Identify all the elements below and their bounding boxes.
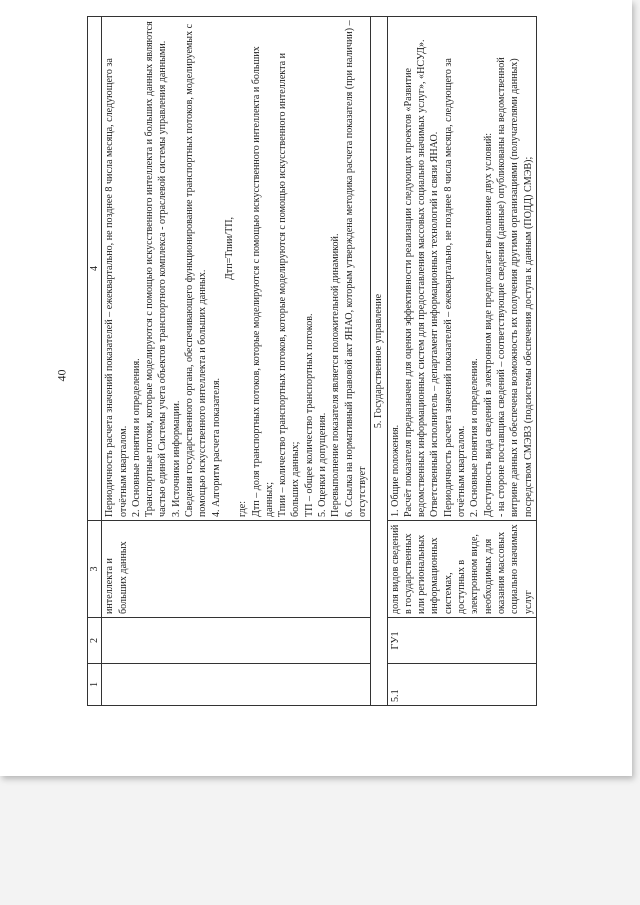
text-line: Транспортные потоки, которые моделируются с помощью искусственного интеллекта и больших данных являются частью единой Системы учета объектов транспортного комплекса - отраслевой системы управления данными. — [144, 21, 169, 517]
section-row — [371, 17, 387, 706]
page-number: 40 — [54, 369, 69, 382]
text-line: 3. Источники информации. — [170, 400, 182, 517]
text-line: Доступность вида сведений в электронном виде предполагает выполнение двух условий: — [482, 132, 494, 517]
text-line: Расчёт показателя предназначен для оценки эффективности реализации следующих проектов «Развитие ведомственных информационных систем для предоставления массовых социально значимых услуг», «НСУД». — [402, 39, 428, 517]
text-line: Периодичность расчета значений показателей – ежеквартально, не позднее 8 числа месяца, следующего за отчётным кварталом. — [442, 58, 468, 517]
text-line: где: — [237, 500, 249, 517]
header-col-2: 2 — [88, 618, 102, 664]
text-line: - на стороне поставщика сведений – соответствующие сведения (данные) опубликованы на ведомственной витрине данных и обеспечена возможность их получения другими организациями (получателями данных) посредством СМЭВ3 (подсистемы обеспечения доступа к данным (ПОДД) СМЭВ); — [495, 57, 534, 517]
text-line: Сведения государственного органа, обеспечивающего функционирование транспортных потоков, моделируемых с помощью искусственного интеллекта и больших данных. — [184, 23, 209, 517]
text-line: Ответственный исполнитель – департамент информационных технологий и связи ЯНАО. — [429, 131, 441, 517]
text-line: Тпии – количество транспортных потоков, которые моделируются с помощью искусственного интеллекта и больших данных; — [277, 52, 302, 517]
header-col-3: 3 — [88, 521, 102, 618]
cell-row-number: 5.1 — [387, 664, 536, 706]
formula: Дтп=Тпии/ТП, — [223, 216, 235, 281]
header-col-4: 4 — [88, 17, 102, 521]
cell-continued-col2 — [102, 618, 371, 664]
cell-continued-col4 — [102, 17, 371, 521]
text-line: 2. Основные понятия и определения. — [130, 358, 142, 517]
section-title: 5. Государственное управление — [371, 17, 387, 706]
text-line: Дтп – доля транспортных потоков, которые моделируются с помощью искусственного интеллекта и больших данных; — [250, 46, 275, 517]
cell-continued-col3: интеллекта и больших данных — [102, 521, 371, 618]
text-line: ТП – общее количество транспортных потоков. — [303, 313, 315, 517]
text-line: 1. Общие положения. — [389, 424, 401, 517]
cell-continued-col1 — [102, 664, 371, 706]
rotated-document — [87, 16, 534, 706]
text-line: 2. Основные понятия и определения. — [469, 358, 481, 517]
table-row-5-1 — [387, 17, 536, 706]
text-line: 4. Алгоритм расчета показателя. — [210, 377, 222, 517]
text-line: 6. Ссылка на нормативный правовой акт ЯНАО, которым утверждена методика расчета показателя (при наличии) – отсутствует — [343, 20, 368, 517]
cell-indicator-code: ГУ1 — [387, 618, 536, 664]
text-line: 5. Оценки и допущения. — [317, 412, 329, 517]
text-line: Периодичность расчета значений показателей – ежеквартально, не позднее 8 числа месяца, следующего за отчётным кварталом. — [104, 58, 129, 517]
table-header-row — [88, 17, 102, 706]
cell-indicator-name: доля видов сведений в государственных или региональных информационных системах, доступных в электронном виде, необходимых для оказания массовых социально значимых услуг — [387, 521, 536, 618]
text-line: Перевыполнение показателя является положительной динамикой. — [330, 233, 342, 517]
indicator-table — [87, 16, 537, 706]
header-col-1: 1 — [88, 664, 102, 706]
table-row-continued — [102, 17, 371, 706]
cell-methodology — [387, 17, 536, 521]
